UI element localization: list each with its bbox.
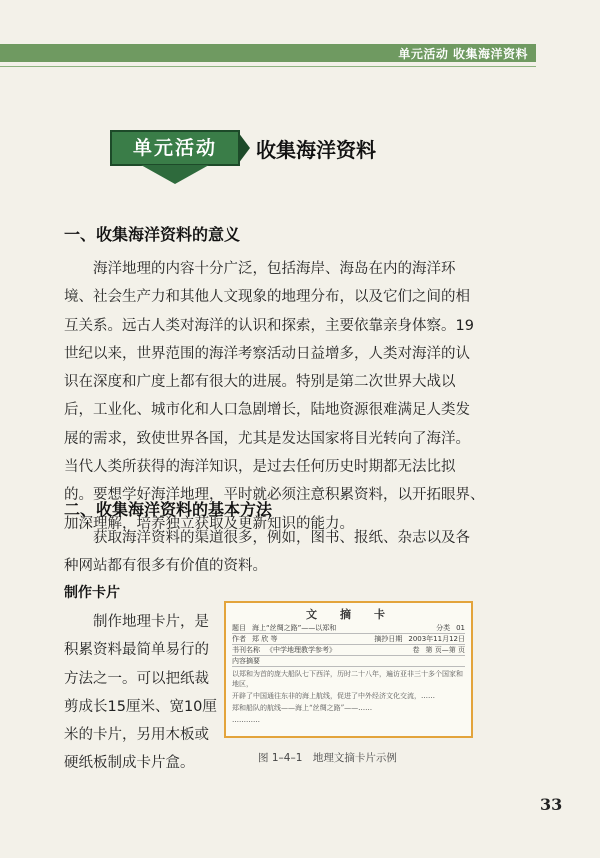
card-section-body [64,608,224,778]
card-field-value: 01 [456,624,465,632]
card-row [232,645,465,656]
card-field-value: 2003年11月12日 [408,635,465,643]
card-field-value: 第 页—第 页 [425,646,465,654]
running-header-title: 单元活动 收集海洋资料 [398,47,528,61]
banner-arrow-icon [238,132,250,164]
card-note-line: 开辟了中国通往东非的海上航线，促进了中外经济文化交流，…… [232,692,435,700]
section-1-line: 的。要想学好海洋地理，平时就必须注意积累资料，以开拓眼界、 [64,487,485,504]
section-1-heading: 一、收集海洋资料的意义 [64,225,241,244]
section-2-heading: 二、收集海洋资料的基本方法 [64,500,273,519]
card-section-line: 方法之一。可以把纸裁 [64,670,209,687]
card-note-line: ………… [232,716,260,724]
card-field-label: 作者 [232,635,246,643]
card-field-label: 书刊名称 [232,646,260,654]
section-1-line: 加深理解，培养独立获取及更新知识的能力。 [64,515,354,532]
card-section-line: 硬纸板制成卡片盒。 [64,755,195,772]
banner-title: 收集海洋资料 [256,138,376,162]
card-row [232,656,465,667]
unit-activity-banner [110,130,410,210]
page-number: 33 [540,795,563,814]
running-header-bar [0,44,536,62]
card-row [232,623,465,634]
section-1-body [64,255,485,538]
section-2-body [64,524,474,581]
banner-label: 单元活动 [110,130,240,166]
card-section-line: 剪成长15厘米、宽10厘 [64,698,217,715]
card-section-line: 积累资料最简单易行的 [64,642,209,659]
figure-caption: 图 1–4–1 地理文摘卡片示例 [258,752,397,764]
section-1-line: 世纪以来，世界范围的海洋考察活动日益增多，人类对海洋的认 [64,345,470,362]
card-note-line: 以郑和为首的庞大船队七下西洋，历时二十八年，遍访亚非三十多个国家和地区， [232,670,463,688]
section-2-line: 种网站都有很多有价值的资料。 [64,558,267,575]
section-1-line: 境、社会生产力和其他人文现象的地理分布，以及它们之间的相 [64,289,470,306]
card-field-label: 卷 [412,646,420,654]
card-note-line: 郑和船队的航线——海上“丝绸之路”——…… [232,704,373,712]
card-field-label: 题目 [232,624,246,632]
section-1-line: 展的需求，致使世界各国，尤其是发达国家将目光转向了海洋。 [64,430,470,447]
section-1-line: 当代人类所获得的海洋知识，是过去任何历史时期都无法比拟 [64,459,456,476]
card-section-line: 米的卡片，另用木板或 [64,727,209,744]
section-1-line: 海洋地理的内容十分广泛，包括海岸、海岛在内的海洋环 [93,261,456,277]
section-1-line: 互关系。远古人类对海洋的认识和探索，主要依靠亲身体察。19 [64,317,474,334]
card-field-value: 《中学地理教学参考》 [266,646,336,654]
banner-triangle-icon [141,165,209,184]
card-section-line: 制作地理卡片，是 [93,614,209,630]
card-field-label: 内容摘要 [232,657,260,665]
card-title: 文 摘 卡 [306,608,391,621]
card-section-heading: 制作卡片 [64,585,120,601]
card-field-label: 分类 [436,624,451,632]
card-field-label: 摘抄日期 [374,635,403,643]
abstract-card-figure [224,601,473,738]
section-2-line: 获取海洋资料的渠道很多，例如，图书、报纸、杂志以及各 [93,530,470,546]
section-1-line: 后，工业化、城市化和人口急剧增长，陆地资源很难满足人类发 [64,402,470,419]
card-row [232,634,465,645]
section-1-line: 识在深度和广度上都有很大的进展。特别是第二次世界大战以 [64,374,456,391]
card-field-value: 郑 欣 等 [252,635,278,643]
header-rule [0,66,536,67]
card-field-value: 海上“丝绸之路”——以郑和 [252,624,337,632]
